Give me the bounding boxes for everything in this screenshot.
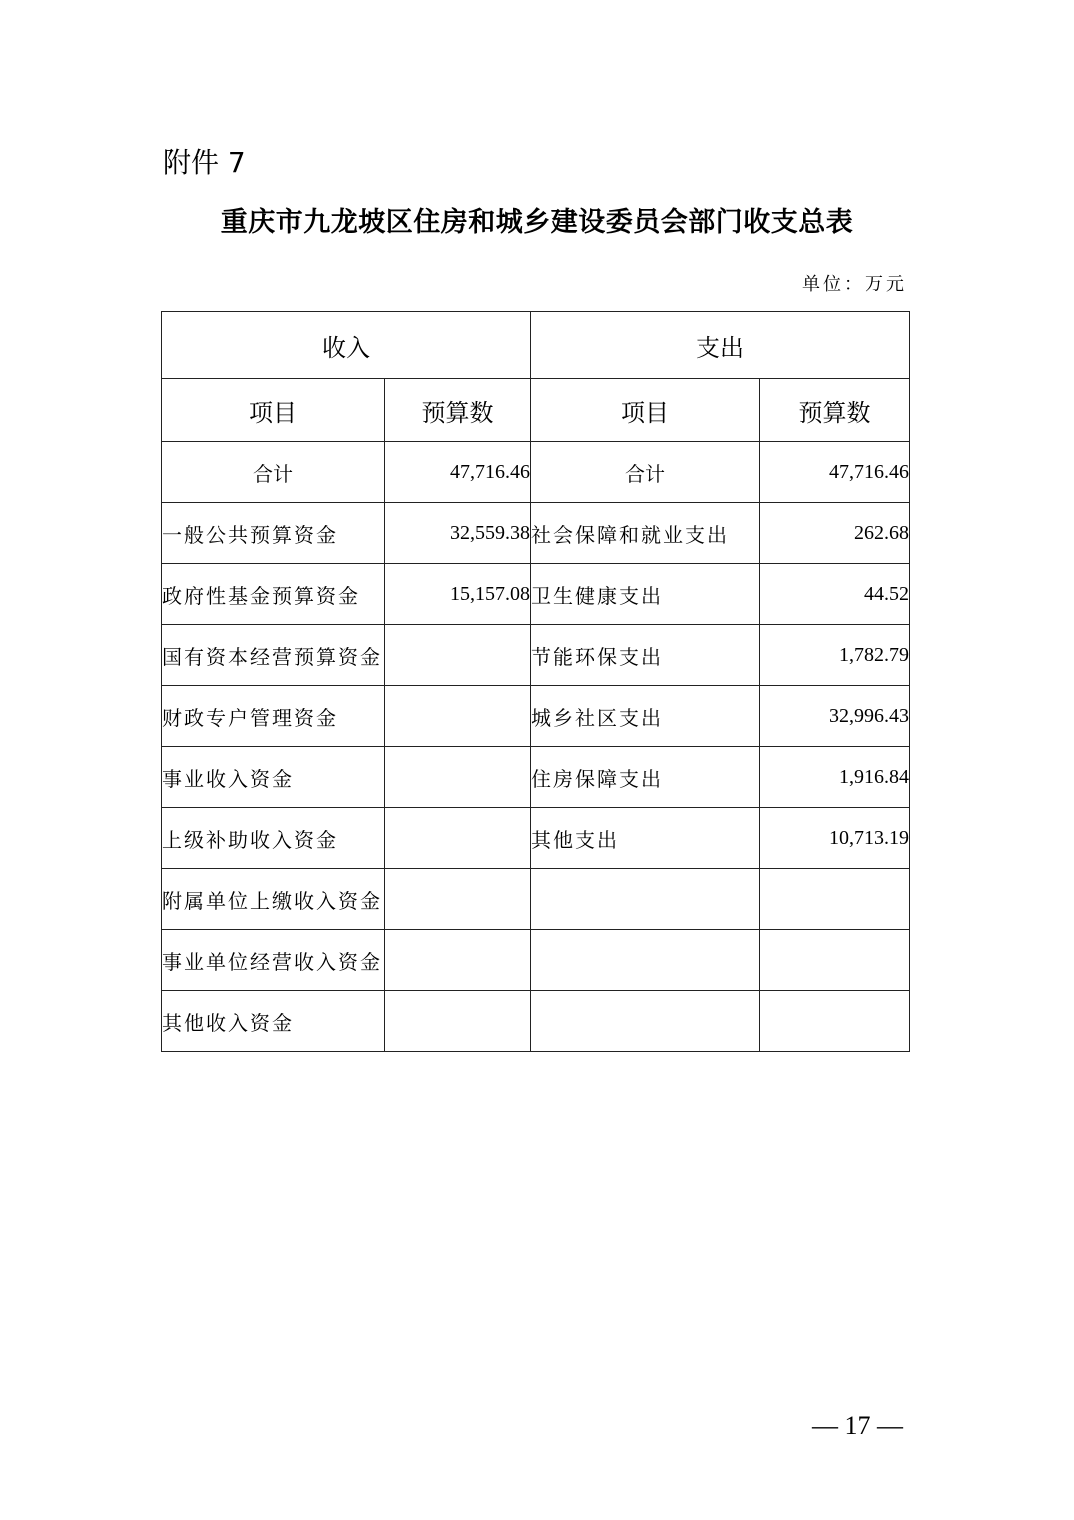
expense-value: [760, 869, 910, 930]
expense-item: 卫生健康支出: [531, 564, 760, 625]
table-row: [162, 747, 910, 808]
income-item: 事业收入资金: [162, 747, 385, 808]
income-value: [385, 686, 531, 747]
expense-item: [531, 869, 760, 930]
income-budget-column-header: 预算数: [385, 379, 531, 442]
income-value: [385, 869, 531, 930]
expense-header: 支出: [531, 312, 910, 379]
income-value: [385, 930, 531, 991]
expense-item: 住房保障支出: [531, 747, 760, 808]
expense-value: [760, 930, 910, 991]
expense-budget-column-header: 预算数: [760, 379, 910, 442]
column-header-row: [162, 379, 910, 442]
table-row: [162, 930, 910, 991]
expense-item: [531, 930, 760, 991]
table-row: [162, 686, 910, 747]
income-item: 事业单位经营收入资金: [162, 930, 385, 991]
page-number: — 17 —: [812, 1411, 903, 1440]
income-item: 政府性基金预算资金: [162, 564, 385, 625]
total-row: [162, 442, 910, 503]
income-item: 上级补助收入资金: [162, 808, 385, 869]
expense-item: 其他支出: [531, 808, 760, 869]
expense-item: 节能环保支出: [531, 625, 760, 686]
expense-value: 1,782.79: [760, 625, 910, 686]
income-value: [385, 747, 531, 808]
income-item: 其他收入资金: [162, 991, 385, 1052]
attachment-label: 附件 7: [163, 146, 246, 179]
expense-total-value: 47,716.46: [760, 442, 910, 503]
table-row: [162, 625, 910, 686]
income-item-column-header: 项目: [162, 379, 385, 442]
table-row: [162, 869, 910, 930]
expense-item: [531, 991, 760, 1052]
table-row: [162, 808, 910, 869]
expense-item-column-header: 项目: [531, 379, 760, 442]
group-header-row: [162, 312, 910, 379]
income-value: [385, 808, 531, 869]
page-title: 重庆市九龙坡区住房和城乡建设委员会部门收支总表: [220, 207, 854, 238]
table-row: [162, 991, 910, 1052]
expense-total-label: 合计: [531, 442, 760, 503]
expense-item: 社会保障和就业支出: [531, 503, 760, 564]
expense-value: 262.68: [760, 503, 910, 564]
income-total-value: 47,716.46: [385, 442, 531, 503]
expense-value: 44.52: [760, 564, 910, 625]
income-value: [385, 991, 531, 1052]
income-item: 一般公共预算资金: [162, 503, 385, 564]
income-item: 国有资本经营预算资金: [162, 625, 385, 686]
expense-value: 10,713.19: [760, 808, 910, 869]
expense-value: 1,916.84: [760, 747, 910, 808]
income-item: 财政专户管理资金: [162, 686, 385, 747]
income-item: 附属单位上缴收入资金: [162, 869, 385, 930]
income-total-label: 合计: [162, 442, 385, 503]
table-row: [162, 564, 910, 625]
budget-table: [161, 311, 910, 1052]
table-row: [162, 503, 910, 564]
income-value: 32,559.38: [385, 503, 531, 564]
income-header: 收入: [162, 312, 531, 379]
expense-item: 城乡社区支出: [531, 686, 760, 747]
income-value: [385, 625, 531, 686]
expense-value: [760, 991, 910, 1052]
unit-label: 单位：万元: [802, 274, 907, 295]
income-value: 15,157.08: [385, 564, 531, 625]
expense-value: 32,996.43: [760, 686, 910, 747]
